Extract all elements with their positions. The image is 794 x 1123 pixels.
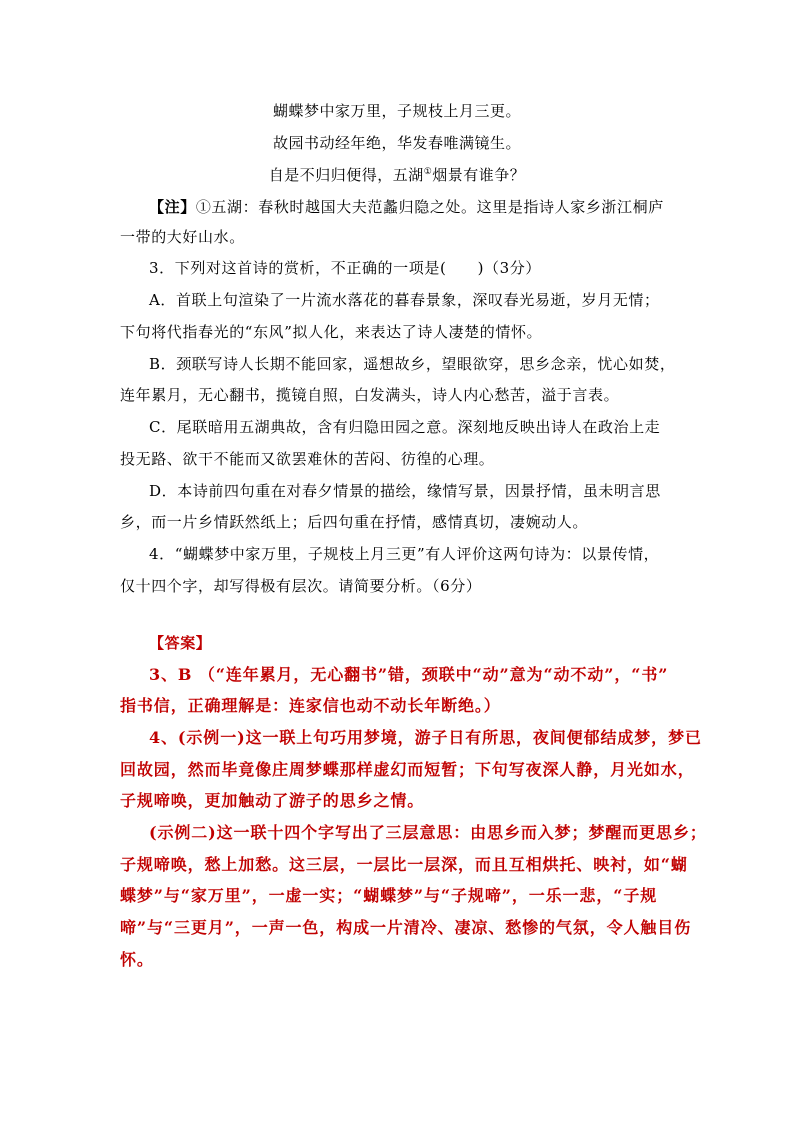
answer-4-line-2: 回故园，然而毕竟像庄周梦蝶那样虚幻而短暂；下句写夜深人静，月光如水， (120, 760, 695, 779)
answer-3-line-1: 3、B （“连年累月，无心翻书”错，颈联中“动”意为“动不动”，“书” (149, 665, 669, 684)
note-label: 【注】 (149, 198, 196, 216)
poem-line-3 (120, 165, 674, 185)
answer-4-line-3: 子规啼唤，更加触动了游子的思乡之情。 (120, 791, 425, 810)
poem-line-1: 蝴蝶梦中家万里，子规枝上月三更。 (272, 102, 521, 120)
poem-line-3-end: 烟景有谁争？ (432, 166, 526, 184)
note-line-2: 一带的大好山水。 (120, 228, 245, 246)
note-text-1: ①五湖：春秋时越国大夫范蠡归隐之处。这里是指诗人家乡浙江桐庐 (195, 198, 664, 216)
footnote-marker: ① (423, 167, 433, 177)
option-c-line-1: C．尾联暗用五湖典故，含有归隐田园之意。深刻地反映出诗人在政治上走 (149, 418, 661, 436)
question-3-stem: 3．下列对这首诗的赏析，不正确的一项是( )（3分） (149, 259, 541, 277)
question-4-line-1: 4．“蝴蝶梦中家万里，子规枝上月三更”有人评价这两句诗为：以景传情， (149, 545, 660, 563)
question-4-line-2: 仅十四个字，却写得极有层次。请简要分析。（6分） (120, 577, 482, 595)
option-d-line-1: D．本诗前四句重在对春夕情景的描绘，缘情写景，因景抒情，虽未明言思 (149, 482, 661, 500)
note-line-1 (149, 197, 676, 217)
answer-3-line-2: 指书信，正确理解是：连家信也动不动长年断绝。） (120, 696, 501, 715)
answer-4b-line-2: 子规啼唤，愁上加愁。这三层，一层比一层深，而且互相烘托、映衬，如“蝴 (120, 855, 688, 874)
answer-header: 【答案】 (149, 634, 212, 652)
option-a-line-2: 下句将代指春光的“东风”拟人化，来表达了诗人凄楚的情怀。 (120, 323, 543, 341)
answer-4-line-1: 4、(示例一)这一联上句巧用梦境，游子日有所思，夜间便郁结成梦，梦已 (149, 728, 702, 747)
poem-line-3-text: 自是不归归便得，五湖 (268, 166, 424, 184)
option-d-line-2: 乡，而一片乡情跃然纸上；后四句重在抒情，感情真切，凄婉动人。 (120, 513, 589, 531)
answer-4b-line-5: 怀。 (120, 950, 154, 969)
option-b-line-2: 连年累月，无心翻书，揽镜自照，白发满头，诗人内心愁苦，溢于言表。 (120, 386, 620, 404)
option-b-line-1: B．颈联写诗人长期不能回家，遥想故乡，望眼欲穿，思乡念亲，忧心如焚， (149, 355, 676, 373)
answer-4b-line-4: 啼”与“三更月”，一声一色，构成一片清冷、凄凉、愁惨的气氛，令人触目伤 (120, 918, 692, 937)
answer-4b-line-3: 蝶梦”与“家万里”，一虚一实；“蝴蝶梦”与“子规啼”，一乐一悲，“子规 (120, 886, 658, 905)
poem-line-2: 故园书动经年绝，华发春唯满镜生。 (272, 134, 521, 152)
option-a-line-1: A．首联上句渲染了一片流水落花的暮春景象，深叹春光易逝，岁月无情； (149, 291, 660, 309)
answer-4b-line-1: (示例二)这一联十四个字写出了三层意思：由思乡而入梦；梦醒而更思乡； (149, 823, 707, 842)
option-c-line-2: 投无路、欲干不能而又欲罢难休的苦闷、彷徨的心理。 (120, 450, 495, 468)
